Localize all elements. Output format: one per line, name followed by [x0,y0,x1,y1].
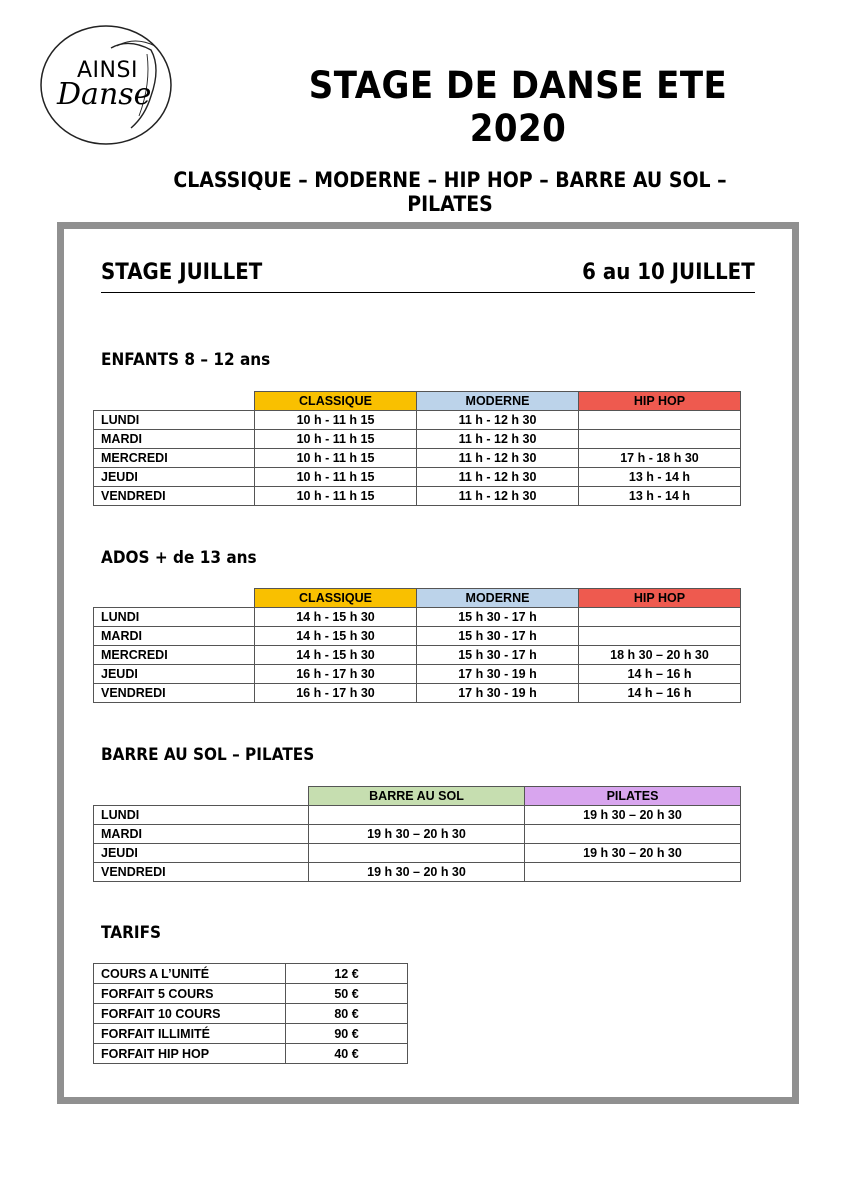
section-title-barre-pilates: BARRE AU SOL – PILATES [101,745,315,765]
column-header-moderne: MODERNE [417,589,579,608]
table-row [94,430,741,449]
schedule-table-barre-pilates [93,786,741,882]
day-cell: MARDI [94,627,255,646]
day-cell: LUNDI [94,806,309,825]
time-cell [309,844,525,863]
time-cell: 19 h 30 – 20 h 30 [525,844,741,863]
section-title-ados: ADOS + de 13 ans [101,548,257,568]
tarif-price: 90 € [286,1024,408,1044]
column-header-pilates: PILATES [525,787,741,806]
time-cell: 13 h - 14 h [579,487,741,506]
time-cell: 14 h - 15 h 30 [255,646,417,665]
column-header-classique: CLASSIQUE [255,392,417,411]
table-header-row [94,392,741,411]
table-row [94,627,741,646]
day-cell: MARDI [94,430,255,449]
time-cell: 11 h - 12 h 30 [417,430,579,449]
day-cell: JEUDI [94,844,309,863]
time-cell [525,863,741,882]
tarifs-table [93,963,408,1064]
table-row [94,825,741,844]
column-header-classique: CLASSIQUE [255,589,417,608]
time-cell: 14 h – 16 h [579,684,741,703]
page-title: STAGE DE DANSE ETE 2020 [308,64,728,150]
table-row [94,984,408,1004]
time-cell [309,806,525,825]
table-row [94,806,741,825]
time-cell: 10 h - 11 h 15 [255,430,417,449]
stage-header [101,260,755,293]
time-cell [579,411,741,430]
time-cell: 16 h - 17 h 30 [255,684,417,703]
table-row [94,684,741,703]
time-cell [579,430,741,449]
time-cell: 15 h 30 - 17 h [417,646,579,665]
time-cell [579,627,741,646]
day-cell: VENDREDI [94,487,255,506]
day-cell: MERCREDI [94,449,255,468]
time-cell: 17 h 30 - 19 h [417,684,579,703]
tarif-price: 40 € [286,1044,408,1064]
table-row [94,863,741,882]
tarif-label: COURS A L’UNITÉ [94,964,286,984]
day-cell: MARDI [94,825,309,844]
day-cell: VENDREDI [94,684,255,703]
table-row [94,665,741,684]
time-cell [579,608,741,627]
table-row [94,608,741,627]
schedule-table-enfants [93,391,741,506]
table-row [94,411,741,430]
section-title-enfants: ENFANTS 8 – 12 ans [101,350,271,370]
time-cell: 17 h - 18 h 30 [579,449,741,468]
time-cell: 18 h 30 – 20 h 30 [579,646,741,665]
table-row [94,1044,408,1064]
time-cell: 11 h - 12 h 30 [417,411,579,430]
table-row [94,1004,408,1024]
tarif-price: 50 € [286,984,408,1004]
column-header-moderne: MODERNE [417,392,579,411]
column-header-hiphop: HIP HOP [579,589,741,608]
table-row [94,449,741,468]
table-header-row [94,589,741,608]
table-row [94,468,741,487]
day-cell: JEUDI [94,468,255,487]
tarif-label: FORFAIT ILLIMITÉ [94,1024,286,1044]
time-cell: 10 h - 11 h 15 [255,449,417,468]
time-cell: 13 h - 14 h [579,468,741,487]
table-corner [94,787,309,806]
day-cell: LUNDI [94,608,255,627]
tarif-price: 12 € [286,964,408,984]
time-cell: 11 h - 12 h 30 [417,468,579,487]
day-cell: MERCREDI [94,646,255,665]
time-cell: 15 h 30 - 17 h [417,608,579,627]
stage-label: STAGE JUILLET [101,260,263,285]
page-subtitle: CLASSIQUE – MODERNE – HIP HOP – BARRE AU SOL – PILATES [173,168,727,216]
section-title-tarifs: TARIFS [101,923,162,943]
time-cell: 11 h - 12 h 30 [417,487,579,506]
tarif-price: 80 € [286,1004,408,1024]
logo [39,24,175,146]
day-cell: JEUDI [94,665,255,684]
time-cell: 15 h 30 - 17 h [417,627,579,646]
logo-text-ainsi: AINSI [77,58,138,83]
tarif-label: FORFAIT HIP HOP [94,1044,286,1064]
time-cell: 19 h 30 – 20 h 30 [309,863,525,882]
day-cell: LUNDI [94,411,255,430]
time-cell: 14 h - 15 h 30 [255,627,417,646]
time-cell: 14 h – 16 h [579,665,741,684]
column-header-hiphop: HIP HOP [579,392,741,411]
time-cell: 10 h - 11 h 15 [255,468,417,487]
time-cell: 19 h 30 – 20 h 30 [309,825,525,844]
table-header-row [94,787,741,806]
table-row [94,487,741,506]
table-row [94,1024,408,1044]
time-cell: 10 h - 11 h 15 [255,487,417,506]
table-corner [94,589,255,608]
time-cell: 14 h - 15 h 30 [255,608,417,627]
tarif-label: FORFAIT 10 COURS [94,1004,286,1024]
stage-dates: 6 au 10 JUILLET [582,260,755,285]
day-cell: VENDREDI [94,863,309,882]
time-cell: 17 h 30 - 19 h [417,665,579,684]
time-cell [525,825,741,844]
table-row [94,964,408,984]
schedule-table-ados [93,588,741,703]
table-row [94,844,741,863]
time-cell: 16 h - 17 h 30 [255,665,417,684]
time-cell: 19 h 30 – 20 h 30 [525,806,741,825]
logo-text-danse: Danse [57,77,152,112]
table-corner [94,392,255,411]
table-row [94,646,741,665]
column-header-barre-au-sol: BARRE AU SOL [309,787,525,806]
tarif-label: FORFAIT 5 COURS [94,984,286,1004]
time-cell: 11 h - 12 h 30 [417,449,579,468]
time-cell: 10 h - 11 h 15 [255,411,417,430]
